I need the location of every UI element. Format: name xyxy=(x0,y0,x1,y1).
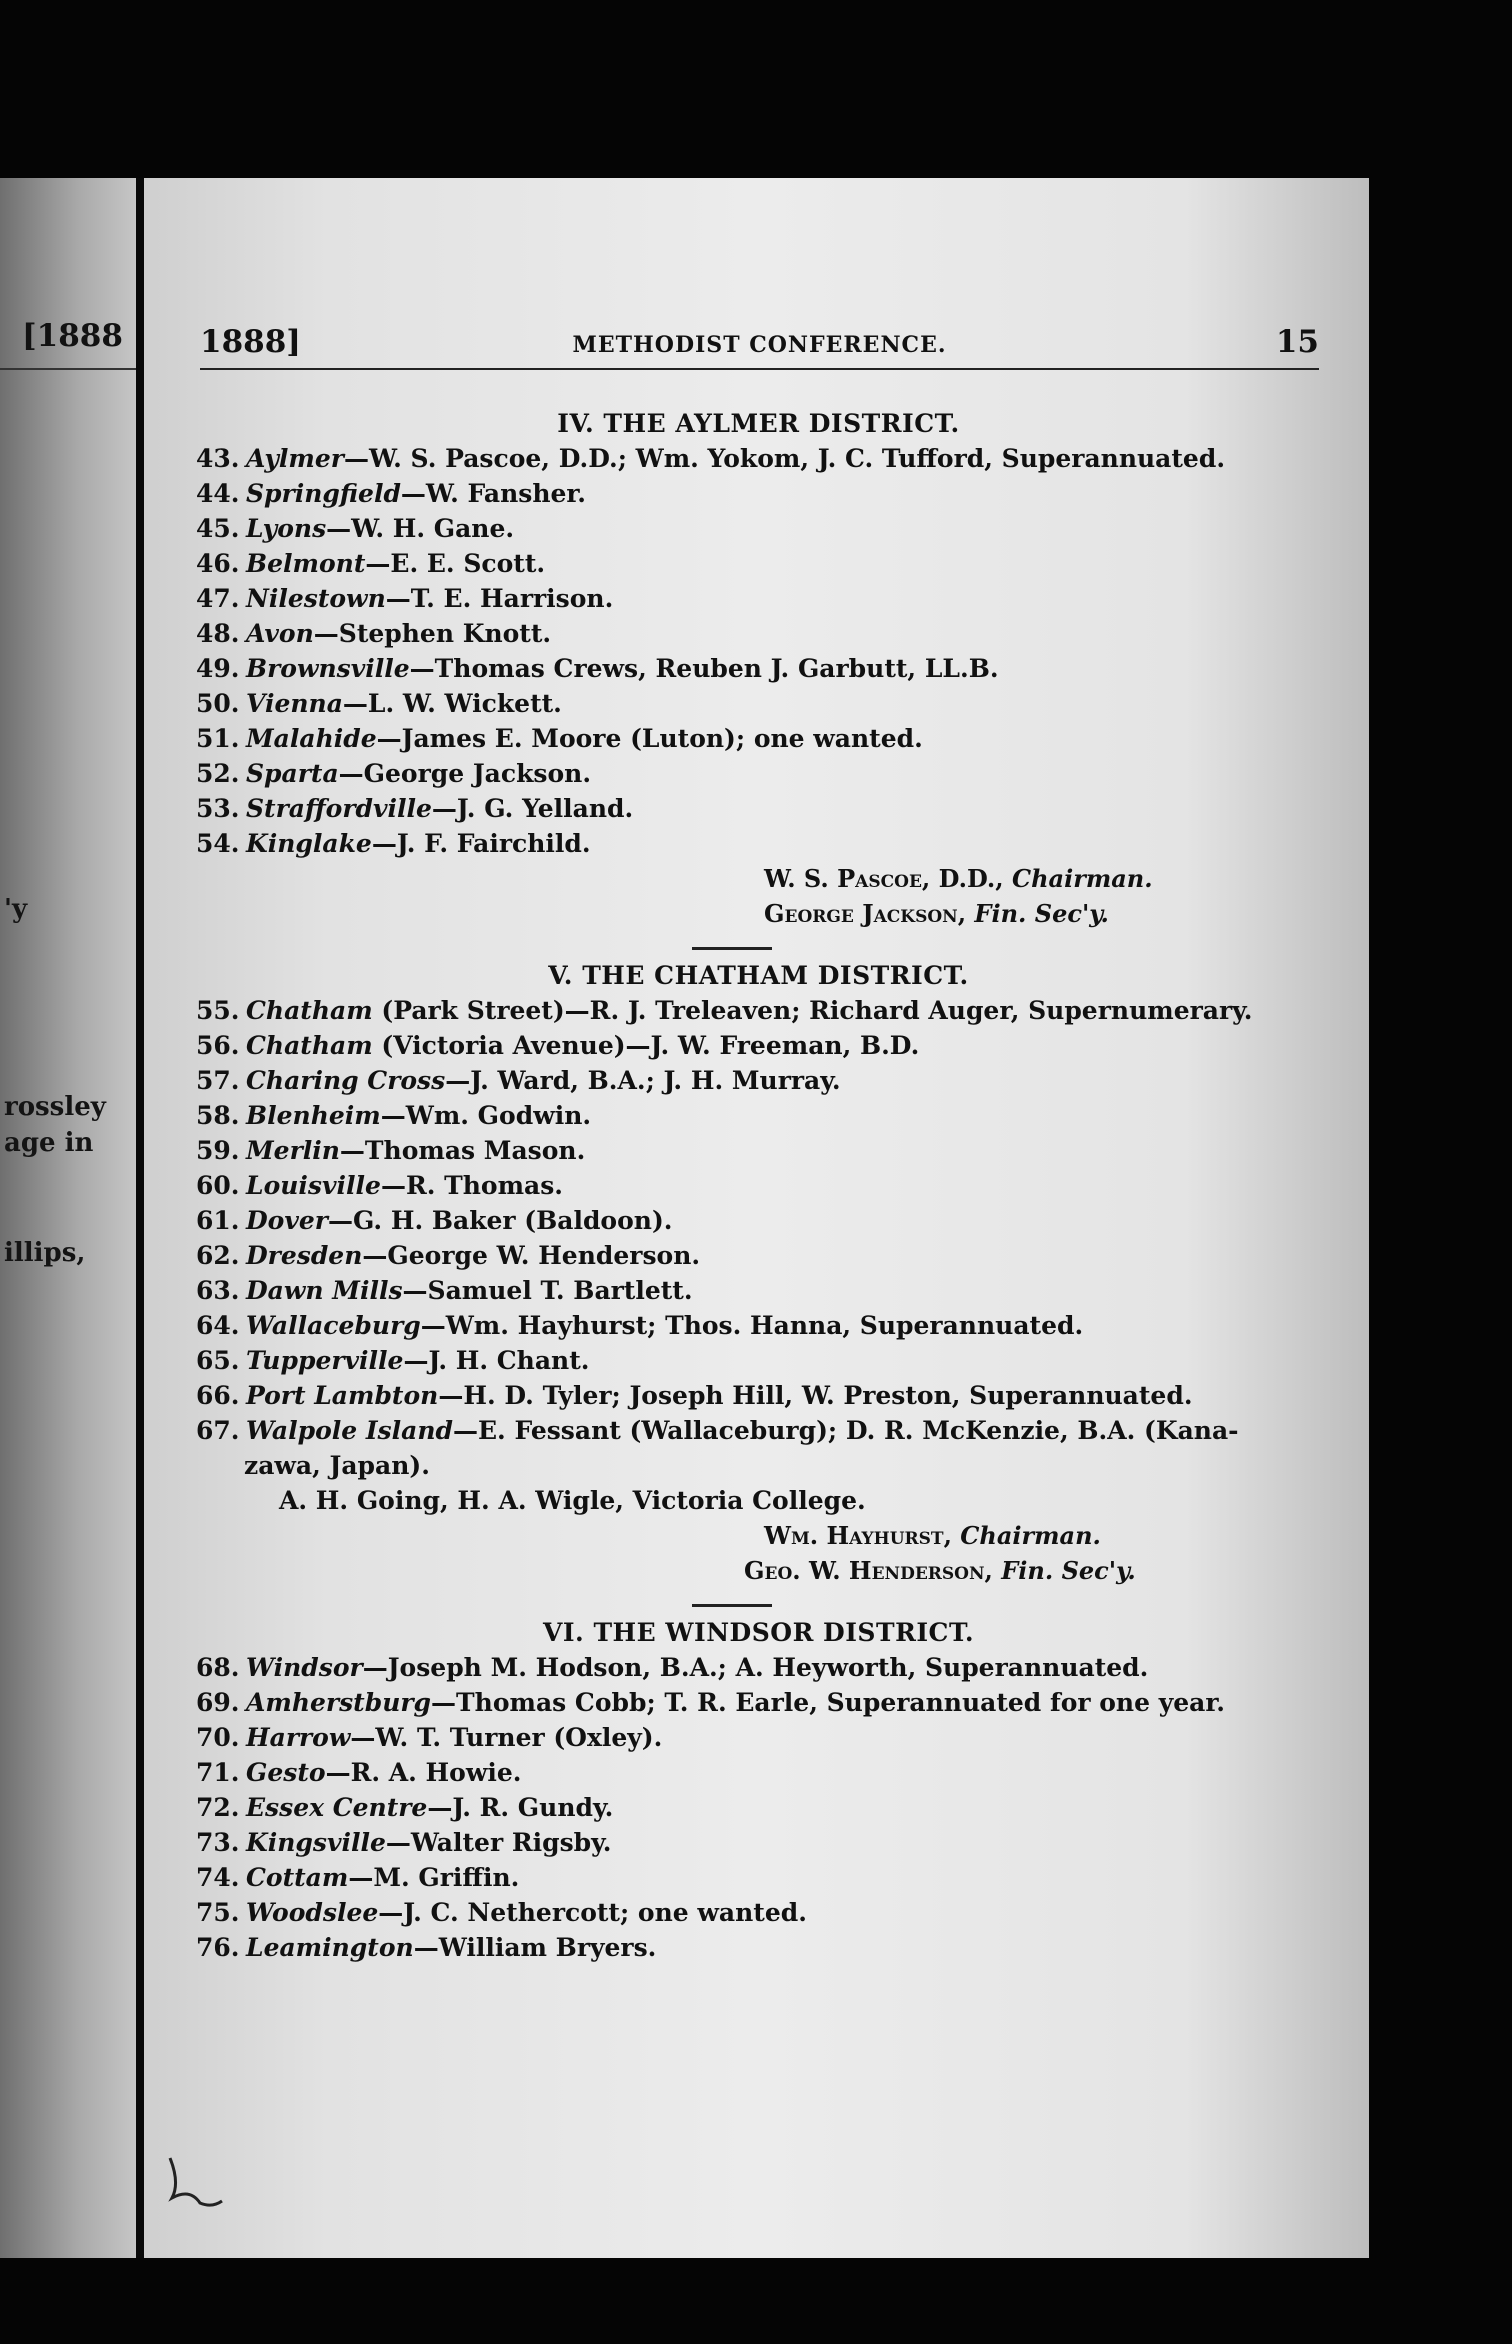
station-name: Kinglake xyxy=(246,829,372,858)
entry-number: 43. xyxy=(196,444,240,473)
document-page xyxy=(144,178,1369,2258)
station-ministers: —E. E. Scott. xyxy=(365,549,546,578)
station-ministers: —Thomas Cobb; T. R. Earle, Superannuated for one year. xyxy=(431,1688,1225,1717)
entry-number: 66. xyxy=(196,1381,240,1410)
station-ministers: (Park Street)—R. J. Treleaven; Richard Auger, Supernumerary. xyxy=(372,996,1253,1025)
entry-number: 75. xyxy=(196,1898,240,1927)
station-name: Essex Centre xyxy=(246,1793,428,1822)
entry-number: 63. xyxy=(196,1276,240,1305)
previous-page-edge xyxy=(0,178,142,2258)
station-ministers: —G. H. Baker (Baldoon). xyxy=(327,1206,673,1235)
station-name: Chatham xyxy=(246,996,373,1025)
station-entry xyxy=(196,1860,1321,1895)
running-header xyxy=(200,324,1319,370)
station-entry xyxy=(196,616,1321,651)
station-entry xyxy=(196,1650,1321,1685)
station-entry xyxy=(196,1378,1321,1413)
entry-number: 49. xyxy=(196,654,240,683)
entry-number: 61. xyxy=(196,1206,240,1235)
signatory-role: Fin. Sec'y. xyxy=(974,899,1109,928)
station-name: Woodslee xyxy=(246,1898,379,1927)
station-name: Charing Cross xyxy=(246,1066,446,1095)
previous-page-fragment: age in xyxy=(4,1128,94,1158)
station-ministers: —W. H. Gane. xyxy=(326,514,515,543)
station-name: Malahide xyxy=(246,724,377,753)
station-entry xyxy=(196,651,1321,686)
station-entry-continuation: zawa, Japan). xyxy=(244,1451,430,1480)
station-name: Brownsville xyxy=(246,654,410,683)
secretary-signature xyxy=(196,896,1321,931)
entry-number: 60. xyxy=(196,1171,240,1200)
station-ministers: —J. H. Chant. xyxy=(403,1346,590,1375)
station-ministers: —George W. Henderson. xyxy=(362,1241,701,1270)
entry-number: 72. xyxy=(196,1793,240,1822)
station-entry xyxy=(196,1343,1321,1378)
station-ministers: —J. G. Yelland. xyxy=(431,794,634,823)
previous-page-fragment: rossley xyxy=(4,1092,106,1122)
entry-number: 56. xyxy=(196,1031,240,1060)
station-entry xyxy=(196,1895,1321,1930)
station-ministers: —W. Fansher. xyxy=(400,479,587,508)
station-name: Walpole Island xyxy=(246,1416,453,1445)
previous-page-fragment: 'y xyxy=(4,894,28,924)
entry-number: 53. xyxy=(196,794,240,823)
chairman-signature xyxy=(196,1518,1321,1553)
station-ministers: —J. C. Nethercott; one wanted. xyxy=(378,1898,807,1927)
station-entry xyxy=(196,1825,1321,1860)
station-entry xyxy=(196,686,1321,721)
entry-number: 65. xyxy=(196,1346,240,1375)
station-entry xyxy=(196,1098,1321,1133)
signatory-name: George Jackson, xyxy=(764,899,967,928)
station-ministers: —J. F. Fairchild. xyxy=(371,829,591,858)
station-ministers: (Victoria Avenue)—J. W. Freeman, B.D. xyxy=(372,1031,920,1060)
page-number: 15 xyxy=(1275,324,1319,360)
station-ministers: —E. Fessant (Wallaceburg); D. R. McKenzie, B.A. (Kana- xyxy=(452,1416,1239,1445)
station-entry xyxy=(196,1203,1321,1238)
station-entry xyxy=(196,1685,1321,1720)
entry-number: 74. xyxy=(196,1863,240,1892)
entry-number: 48. xyxy=(196,619,240,648)
station-name: Port Lambton xyxy=(246,1381,439,1410)
entry-number: 54. xyxy=(196,829,240,858)
entry-number: 52. xyxy=(196,759,240,788)
station-ministers: —H. D. Tyler; Joseph Hill, W. Preston, Superannuated. xyxy=(438,1381,1193,1410)
station-name: Harrow xyxy=(246,1723,351,1752)
station-ministers: —W. S. Pascoe, D.D.; Wm. Yokom, J. C. Tufford, Superannuated. xyxy=(343,444,1226,473)
previous-page-fragment: illips, xyxy=(4,1238,86,1268)
station-name: Straffordville xyxy=(246,794,432,823)
section-divider xyxy=(692,947,772,950)
entry-number: 64. xyxy=(196,1311,240,1340)
entry-number: 50. xyxy=(196,689,240,718)
station-name: Dresden xyxy=(246,1241,363,1270)
station-entry xyxy=(196,1413,1321,1448)
entry-number: 62. xyxy=(196,1241,240,1270)
previous-page-year: [1888 xyxy=(22,318,123,354)
station-entry xyxy=(196,826,1321,861)
station-ministers: —Samuel T. Bartlett. xyxy=(402,1276,693,1305)
station-ministers: —Wm. Hayhurst; Thos. Hanna, Superannuated. xyxy=(420,1311,1084,1340)
entry-number: 69. xyxy=(196,1688,240,1717)
station-name: Wallaceburg xyxy=(246,1311,421,1340)
entry-number: 47. xyxy=(196,584,240,613)
station-name: Dawn Mills xyxy=(246,1276,403,1305)
signatory-role: Chairman. xyxy=(960,1521,1101,1550)
signatory-name: W. S. Pascoe, D.D., xyxy=(764,864,1004,893)
station-name: Lyons xyxy=(246,514,327,543)
district-section xyxy=(196,1615,1321,1965)
section-divider xyxy=(692,1604,772,1607)
entry-number: 59. xyxy=(196,1136,240,1165)
station-ministers: —J. Ward, B.A.; J. H. Murray. xyxy=(445,1066,841,1095)
station-ministers: —Joseph M. Hodson, B.A.; A. Heyworth, Superannuated. xyxy=(362,1653,1149,1682)
station-entry xyxy=(196,1133,1321,1168)
station-entry xyxy=(196,1755,1321,1790)
entry-number: 71. xyxy=(196,1758,240,1787)
station-ministers: —Thomas Crews, Reuben J. Garbutt, LL.B. xyxy=(409,654,999,683)
header-title: METHODIST CONFERENCE. xyxy=(572,332,947,358)
station-name: Vienna xyxy=(246,689,343,718)
district-section xyxy=(196,958,1321,1588)
station-name: Dover xyxy=(246,1206,328,1235)
pencil-scribble-icon xyxy=(160,2153,230,2213)
station-entry xyxy=(196,1720,1321,1755)
station-entry xyxy=(196,1273,1321,1308)
station-entry xyxy=(196,1308,1321,1343)
station-entry xyxy=(196,441,1321,476)
entry-number: 70. xyxy=(196,1723,240,1752)
entry-number: 46. xyxy=(196,549,240,578)
station-ministers: —Stephen Knott. xyxy=(313,619,552,648)
station-name: Leamington xyxy=(246,1933,414,1962)
station-entry xyxy=(196,581,1321,616)
station-name: Belmont xyxy=(246,549,366,578)
station-ministers: —George Jackson. xyxy=(338,759,592,788)
station-ministers: —Walter Rigsby. xyxy=(385,1828,612,1857)
station-name: Avon xyxy=(246,619,314,648)
station-entry xyxy=(196,546,1321,581)
entry-number: 44. xyxy=(196,479,240,508)
station-ministers: —J. R. Gundy. xyxy=(427,1793,614,1822)
station-name: Cottam xyxy=(246,1863,349,1892)
entry-number: 73. xyxy=(196,1828,240,1857)
station-entry xyxy=(196,721,1321,756)
station-name: Blenheim xyxy=(246,1101,381,1130)
header-year: 1888] xyxy=(200,324,301,360)
station-name: Kingsville xyxy=(246,1828,386,1857)
station-ministers: —T. E. Harrison. xyxy=(385,584,614,613)
station-entry xyxy=(196,1063,1321,1098)
station-name: Tupperville xyxy=(246,1346,404,1375)
station-name: Aylmer xyxy=(246,444,344,473)
station-name: Windsor xyxy=(246,1653,363,1682)
station-entry xyxy=(196,1238,1321,1273)
station-name: Nilestown xyxy=(246,584,386,613)
station-ministers: —L. W. Wickett. xyxy=(342,689,562,718)
station-name: Louisville xyxy=(246,1171,381,1200)
secretary-signature xyxy=(196,1553,1321,1588)
station-entry xyxy=(196,1930,1321,1965)
district-section xyxy=(196,406,1321,931)
station-entry xyxy=(196,756,1321,791)
district-title: V. THE CHATHAM DISTRICT. xyxy=(548,961,969,990)
page-content xyxy=(196,400,1321,1965)
station-name: Gesto xyxy=(246,1758,326,1787)
chairman-signature xyxy=(196,861,1321,896)
station-ministers: —James E. Moore (Luton); one wanted. xyxy=(376,724,923,753)
station-entry xyxy=(196,1028,1321,1063)
station-ministers: —W. T. Turner (Oxley). xyxy=(350,1723,663,1752)
page-binding-shadow xyxy=(136,178,144,2258)
station-ministers: —William Bryers. xyxy=(413,1933,657,1962)
entry-number: 67. xyxy=(196,1416,240,1445)
station-entry xyxy=(196,476,1321,511)
station-ministers: —Wm. Godwin. xyxy=(380,1101,592,1130)
station-ministers: —R. A. Howie. xyxy=(325,1758,522,1787)
station-name: Springfield xyxy=(246,479,401,508)
station-name: Sparta xyxy=(246,759,339,788)
station-entry xyxy=(196,1168,1321,1203)
entry-number: 51. xyxy=(196,724,240,753)
station-ministers: —M. Griffin. xyxy=(348,1863,520,1892)
entry-number: 55. xyxy=(196,996,240,1025)
college-note: A. H. Going, H. A. Wigle, Victoria College. xyxy=(279,1486,866,1515)
entry-number: 57. xyxy=(196,1066,240,1095)
entry-number: 45. xyxy=(196,514,240,543)
station-entry xyxy=(196,1790,1321,1825)
entry-number: 68. xyxy=(196,1653,240,1682)
station-name: Amherstburg xyxy=(246,1688,432,1717)
signatory-role: Fin. Sec'y. xyxy=(1001,1556,1136,1585)
district-title: VI. THE WINDSOR DISTRICT. xyxy=(542,1618,975,1647)
signatory-role: Chairman. xyxy=(1011,864,1153,893)
station-entry xyxy=(196,511,1321,546)
station-entry xyxy=(196,993,1321,1028)
previous-page-rule xyxy=(0,368,142,370)
district-title: IV. THE AYLMER DISTRICT. xyxy=(557,409,960,438)
signatory-name: Geo. W. Henderson, xyxy=(744,1556,993,1585)
station-ministers: —Thomas Mason. xyxy=(339,1136,586,1165)
station-name: Merlin xyxy=(246,1136,340,1165)
station-entry xyxy=(196,791,1321,826)
station-name: Chatham xyxy=(246,1031,373,1060)
entry-number: 76. xyxy=(196,1933,240,1962)
entry-number: 58. xyxy=(196,1101,240,1130)
handwritten-mark xyxy=(160,2153,230,2225)
station-ministers: —R. Thomas. xyxy=(380,1171,564,1200)
signatory-name: Wm. Hayhurst, xyxy=(764,1521,952,1550)
